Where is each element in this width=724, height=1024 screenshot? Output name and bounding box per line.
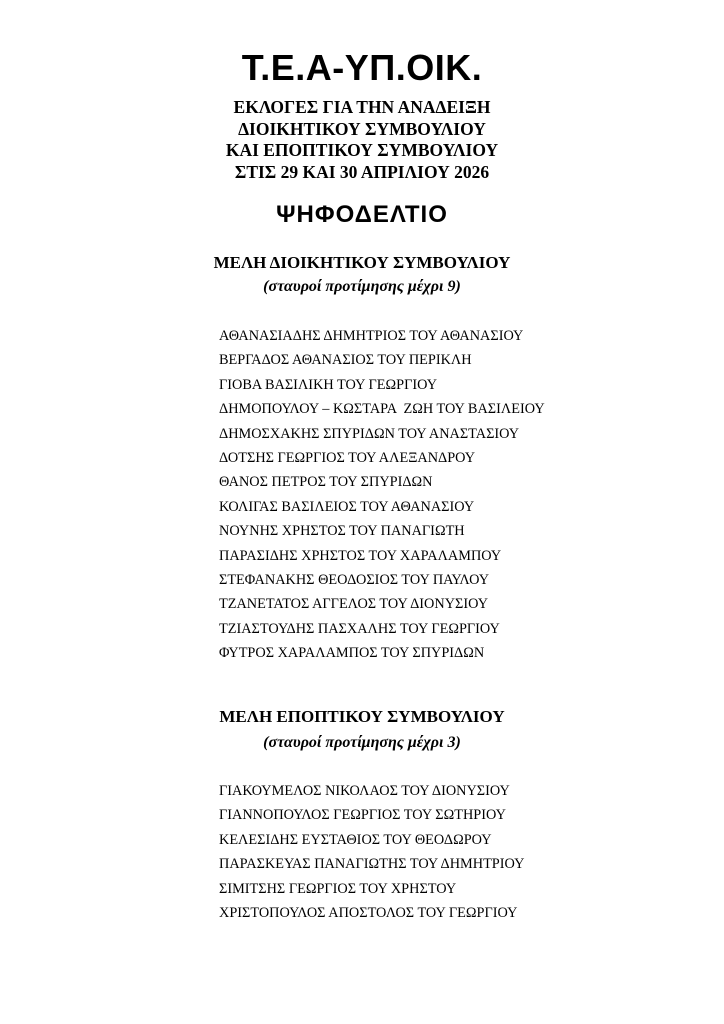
board-candidate: ΝΟΥΝΗΣ ΧΡΗΣΤΟΣ ΤΟΥ ΠΑΝΑΓΙΩΤΗ	[219, 523, 465, 540]
ballot-title: ΨΗΦΟΔΕΛΤΙΟ	[276, 201, 448, 228]
election-line: ΕΚΛΟΓΕΣ ΓΙΑ ΤΗΝ ΑΝΑΔΕΙΞΗ	[233, 97, 491, 117]
supervisory-candidate-list	[219, 779, 524, 925]
supervisory-candidate: ΧΡΙΣΤΟΠΟΥΛΟΣ ΑΠΟΣΤΟΛΟΣ ΤΟΥ ΓΕΩΡΓΙΟΥ	[219, 904, 518, 921]
organization-title: Τ.Ε.Α-ΥΠ.ΟΙΚ.	[241, 47, 483, 88]
board-candidate: ΚΟΛΙΓΑΣ ΒΑΣΙΛΕΙΟΣ ΤΟΥ ΑΘΑΝΑΣΙΟΥ	[219, 498, 475, 515]
board-candidate: ΠΑΡΑΣΙΔΗΣ ΧΡΗΣΤΟΣ ΤΟΥ ΧΑΡΑΛΑΜΠΟΥ	[219, 547, 502, 564]
supervisory-candidate: ΣΙΜΙΤΣΗΣ ΓΕΩΡΓΙΟΣ ΤΟΥ ΧΡΗΣΤΟΥ	[219, 880, 457, 897]
board-candidate: ΣΤΕΦΑΝΑΚΗΣ ΘΕΟΔΟΣΙΟΣ ΤΟΥ ΠΑΥΛΟΥ	[219, 571, 490, 588]
board-candidate: ΓΙΟΒΑ ΒΑΣΙΛΙΚΗ ΤΟΥ ΓΕΩΡΓΙΟΥ	[219, 376, 438, 393]
board-section-note: (σταυροί προτίμησης μέχρι 9)	[263, 278, 461, 295]
supervisory-section-heading: ΜΕΛΗ ΕΠΟΠΤΙΚΟΥ ΣΥΜΒΟΥΛΙΟΥ	[219, 707, 505, 726]
board-candidate: ΔΗΜΟΠΟΥΛΟΥ – ΚΩΣΤΑΡΑ ΖΩΗ ΤΟΥ ΒΑΣΙΛΕΙΟΥ	[219, 401, 545, 418]
board-candidate-list	[219, 324, 545, 665]
election-line: ΚΑΙ ΕΠΟΠΤΙΚΟΥ ΣΥΜΒΟΥΛΙΟΥ	[225, 140, 499, 160]
board-section-heading: ΜΕΛΗ ΔΙΟΙΚΗΤΙΚΟΥ ΣΥΜΒΟΥΛΙΟΥ	[213, 253, 511, 272]
board-candidate: ΘΑΝΟΣ ΠΕΤΡΟΣ ΤΟΥ ΣΠΥΡΙΔΩΝ	[219, 474, 433, 491]
election-description	[0, 97, 724, 183]
board-candidate: ΒΕΡΓΑΔΟΣ ΑΘΑΝΑΣΙΟΣ ΤΟΥ ΠΕΡΙΚΛΗ	[219, 352, 472, 369]
board-candidate: ΤΖΑΝΕΤΑΤΟΣ ΑΓΓΕΛΟΣ ΤΟΥ ΔΙΟΝΥΣΙΟΥ	[219, 596, 489, 613]
supervisory-candidate: ΠΑΡΑΣΚΕΥΑΣ ΠΑΝΑΓΙΩΤΗΣ ΤΟΥ ΔΗΜΗΤΡΙΟΥ	[219, 856, 525, 873]
board-candidate: ΔΟΤΣΗΣ ΓΕΩΡΓΙΟΣ ΤΟΥ ΑΛΕΞΑΝΔΡΟΥ	[219, 449, 476, 466]
board-candidate: ΦΥΤΡΟΣ ΧΑΡΑΛΑΜΠΟΣ ΤΟΥ ΣΠΥΡΙΔΩΝ	[219, 645, 485, 662]
supervisory-candidate: ΓΙΑΝΝΟΠΟΥΛΟΣ ΓΕΩΡΓΙΟΣ ΤΟΥ ΣΩΤΗΡΙΟΥ	[219, 807, 506, 824]
election-line: ΔΙΟΙΚΗΤΙΚΟΥ ΣΥΜΒΟΥΛΙΟΥ	[238, 118, 486, 139]
board-candidate: ΤΖΙΑΣΤΟΥΔΗΣ ΠΑΣΧΑΛΗΣ ΤΟΥ ΓΕΩΡΓΙΟΥ	[219, 620, 500, 637]
board-candidate: ΔΗΜΟΣΧΑΚΗΣ ΣΠΥΡΙΔΩΝ ΤΟΥ ΑΝΑΣΤΑΣΙΟΥ	[219, 425, 520, 442]
election-line: ΣΤΙΣ 29 ΚΑΙ 30 ΑΠΡΙΛΙΟΥ 2026	[234, 161, 490, 182]
supervisory-candidate: ΓΙΑΚΟΥΜΕΛΟΣ ΝΙΚΟΛΑΟΣ ΤΟΥ ΔΙΟΝΥΣΙΟΥ	[219, 783, 510, 799]
supervisory-section-note: (σταυροί προτίμησης μέχρι 3)	[263, 734, 461, 751]
board-candidate: ΑΘΑΝΑΣΙΑΔΗΣ ΔΗΜΗΤΡΙΟΣ ΤΟΥ ΑΘΑΝΑΣΙΟΥ	[219, 328, 524, 344]
supervisory-candidate: ΚΕΛΕΣΙΔΗΣ ΕΥΣΤΑΘΙΟΣ ΤΟΥ ΘΕΟΔΩΡΟΥ	[219, 831, 492, 848]
